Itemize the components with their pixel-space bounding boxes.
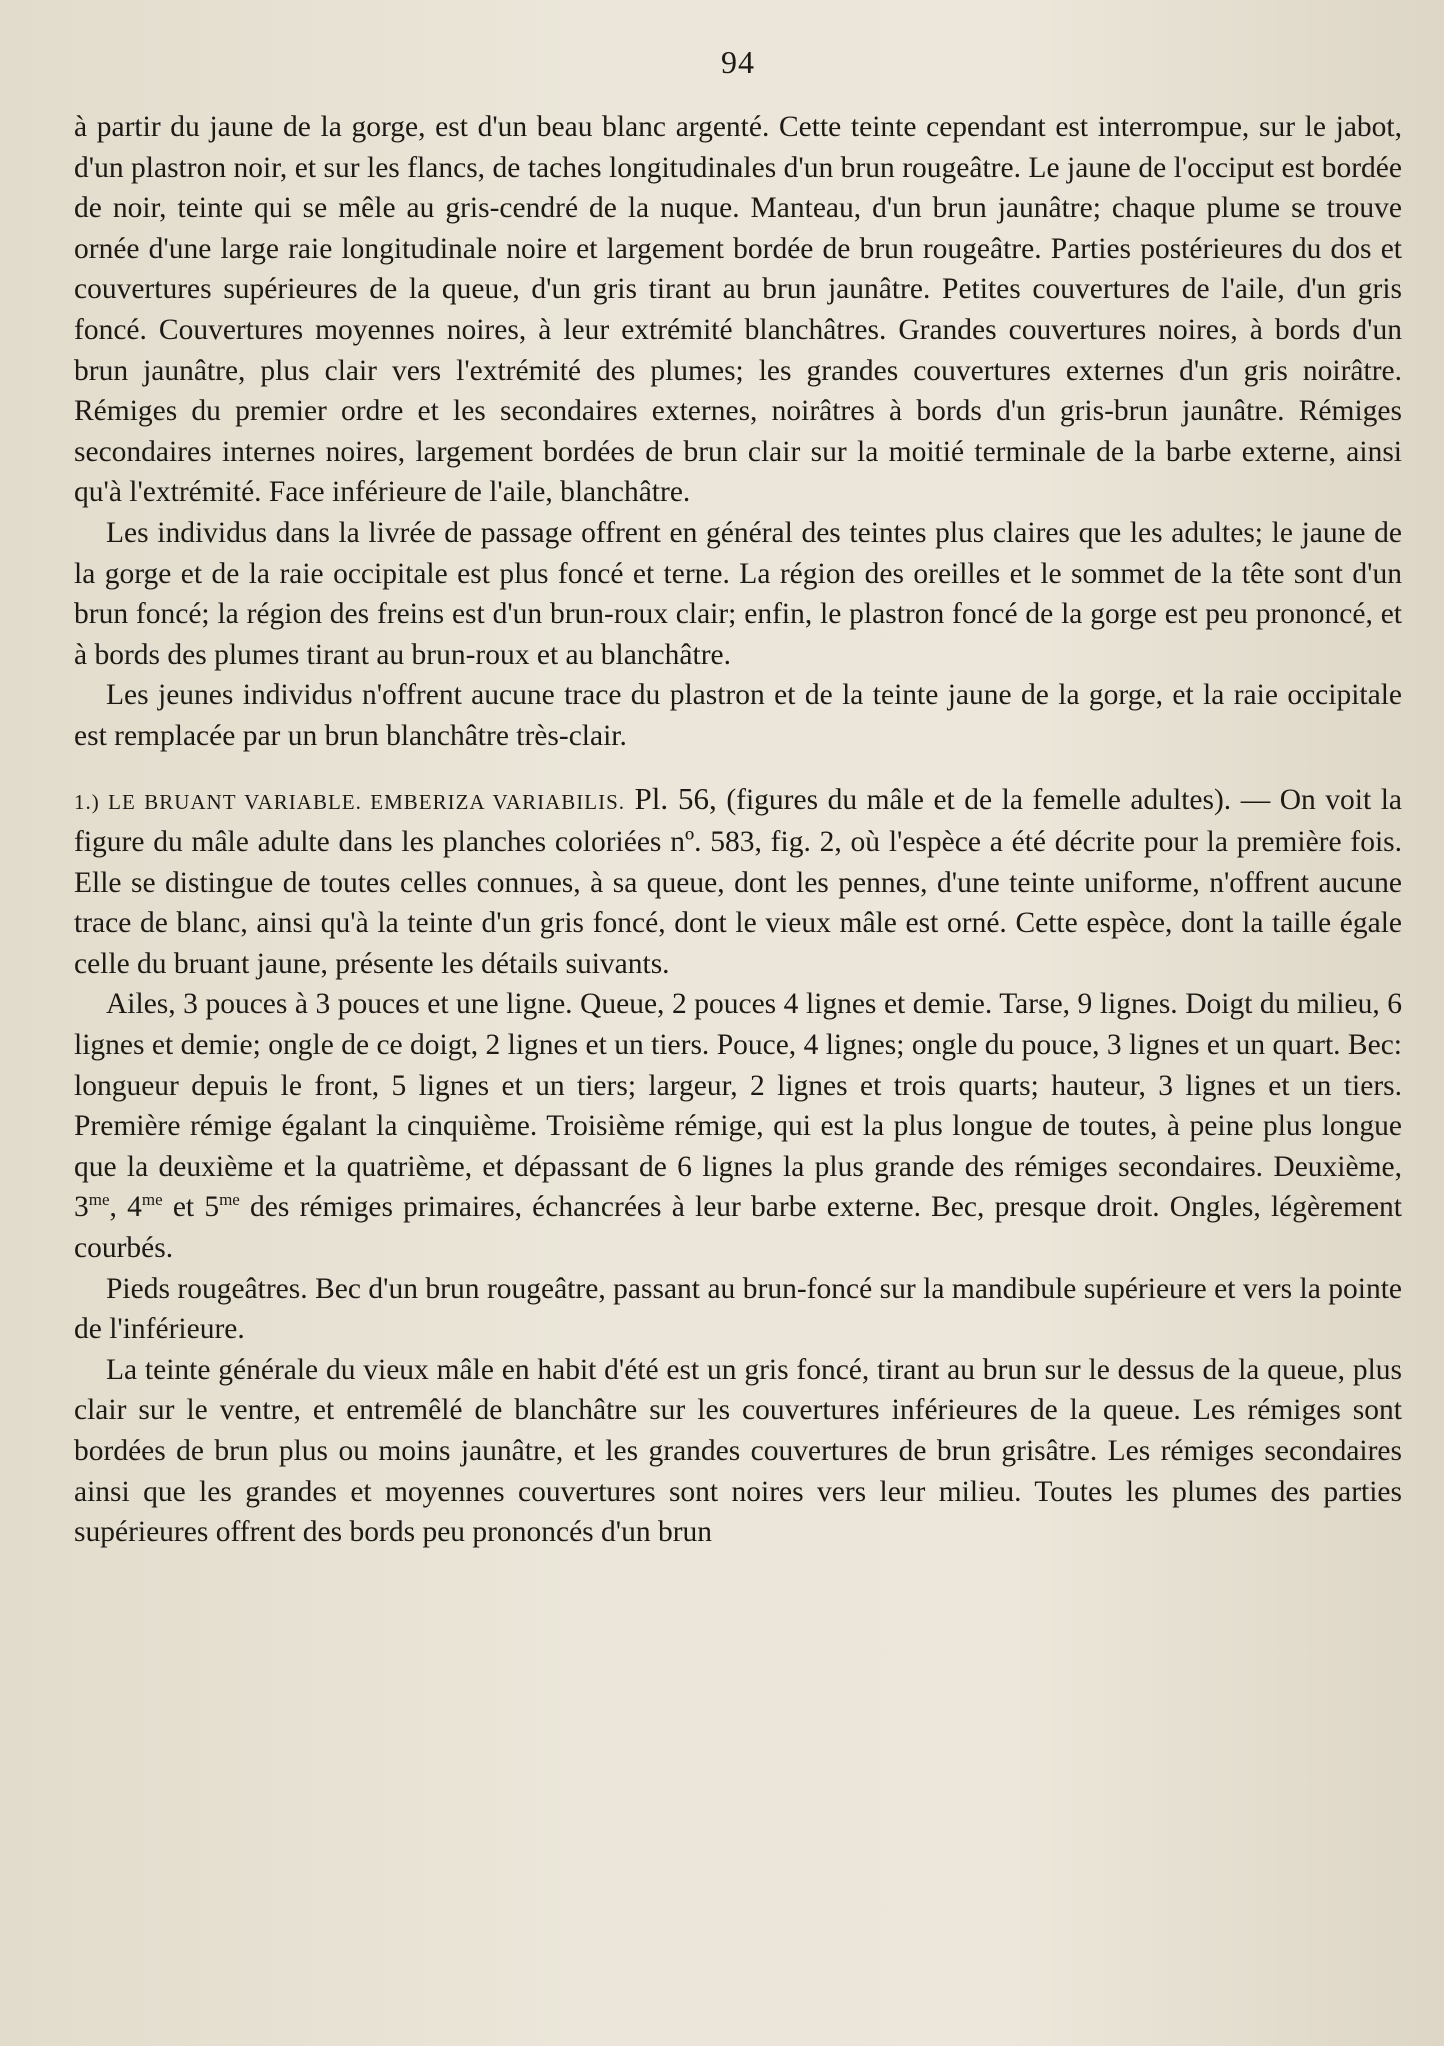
measurements-text: et 5 <box>162 1191 220 1224</box>
ordinal-suffix: me <box>219 1190 240 1210</box>
paragraph-summer-male: La teinte générale du vieux mâle en habit d'été est un gris foncé, tirant au brun sur le dessus de la queue, plus clair sur le ventre, et entremêlé de blanchâtre sur les couvertures inférieures de la queue. Les rémiges sont bordées de brun plus ou moins jaunâtre, et les grandes couvertures de brun grisâtre. Les rémiges secondaires ainsi que les grandes et moyennes couvertures sont noires vers leur milieu. Toutes les plumes des parties supérieures offrent des bords peu prononcés d'un brun <box>74 1353 1402 1549</box>
paragraph-feet-bill: Pieds rougeâtres. Bec d'un brun rougeâtre, passant au brun-foncé sur la mandibule supérieure et vers la pointe de l'inférieure. <box>74 1272 1402 1346</box>
paragraph-passage-livery: Les individus dans la livrée de passage offrent en général des teintes plus claires que les adultes; le jaune de la gorge et de la raie occipitale est plus foncé et terne. La région des oreilles et le sommet de la tête sont d'un brun foncé; la région des freins est d'un brun-roux clair; enfin, le plastron foncé de la gorge est peu prononcé, et à bords des plumes tirant au brun-roux et au blanchâtre. <box>74 516 1402 671</box>
species-heading: 1.) LE BRUANT VARIABLE. EMBERIZA VARIABILIS. <box>74 789 625 814</box>
page-number: 94 <box>721 44 755 80</box>
paragraph-measurements <box>74 984 1402 1268</box>
measurements-text: Ailes, 3 pouces à 3 pouces et une ligne. Queue, 2 pouces 4 lignes et demie. Tarse, 9 lignes. Doigt du milieu, 6 lignes et demie; ongle de ce doigt, 2 lignes et un tiers. Pouce, 4 lignes; ongle du pouce, 3 lignes et un quart. Bec: longueur depuis le front, 5 lignes et un tiers; largeur, 2 lignes et trois quarts; hauteur, 3 lignes et un tiers. Première rémige égalant la cinquième. Troisième rémige, qui est la plus longue de toutes, à peine plus longue que la deuxième et la quatrième, et dépassant de 6 lignes la plus grande des rémiges secondaires. Deuxième, 3 <box>74 988 1402 1224</box>
measurements-text: , 4 <box>109 1191 142 1224</box>
species-entry <box>74 779 1402 985</box>
plate-reference: Pl. 56, <box>634 780 717 816</box>
species-entry-text: (figures du mâle et de la femelle adultes). — On voit la figure du mâle adulte dans les planches coloriées nº. 583, fig. 2, où l'espèce a été décrite pour la première fois. Elle se distingue de toutes celles connues, à sa queue, dont les pennes, d'une teinte uniforme, n'offrent aucune trace de blanc, ainsi qu'à la teinte d'un gris foncé, dont le vieux mâle est orné. Cette espèce, dont la taille égale celle du bruant jaune, présente les détails suivants. <box>74 783 1403 980</box>
ordinal-suffix: me <box>141 1190 163 1210</box>
ordinal-suffix: me <box>88 1190 110 1210</box>
paragraph-plumage-adult: à partir du jaune de la gorge, est d'un beau blanc argenté. Cette teinte cependant est interrompue, sur le jabot, d'un plastron noir, et sur les flancs, de taches longitudinales d'un brun rougeâtre. Le jaune de l'occiput est bordée de noir, teinte qui se mêle au gris-cendré de la nuque. Manteau, d'un brun jaunâtre; chaque plume se trouve ornée d'une large raie longitudinale noire et largement bordée de brun rougeâtre. Parties postérieures du dos et couvertures supérieures de la queue, d'un gris tirant au brun jaunâtre. Petites couvertures de l'aile, d'un gris foncé. Couvertures moyennes noires, à leur extrémité blanchâtres. Grandes couvertures noires, à bords d'un brun jaunâtre, plus clair vers l'extrémité des plumes; les grandes couvertures externes d'un gris noirâtre. Rémiges du premier ordre et les secondaires externes, noirâtres à bords d'un gris-brun jaunâtre. Rémiges secondaires internes noires, largement bordées de brun clair sur la moitié terminale de la barbe externe, ainsi qu'à l'extrémité. Face inférieure de l'aile, blanchâtre. <box>74 111 1402 509</box>
measurements-text: des rémiges primaires, échancrées à leur barbe externe. Bec, presque droit. Ongles, légèrement courbés. <box>74 1191 1402 1265</box>
paragraph-young: Les jeunes individus n'offrent aucune trace du plastron et de la teinte jaune de la gorge, et la raie occipitale est remplacée par un brun blanchâtre très-clair. <box>74 679 1402 752</box>
